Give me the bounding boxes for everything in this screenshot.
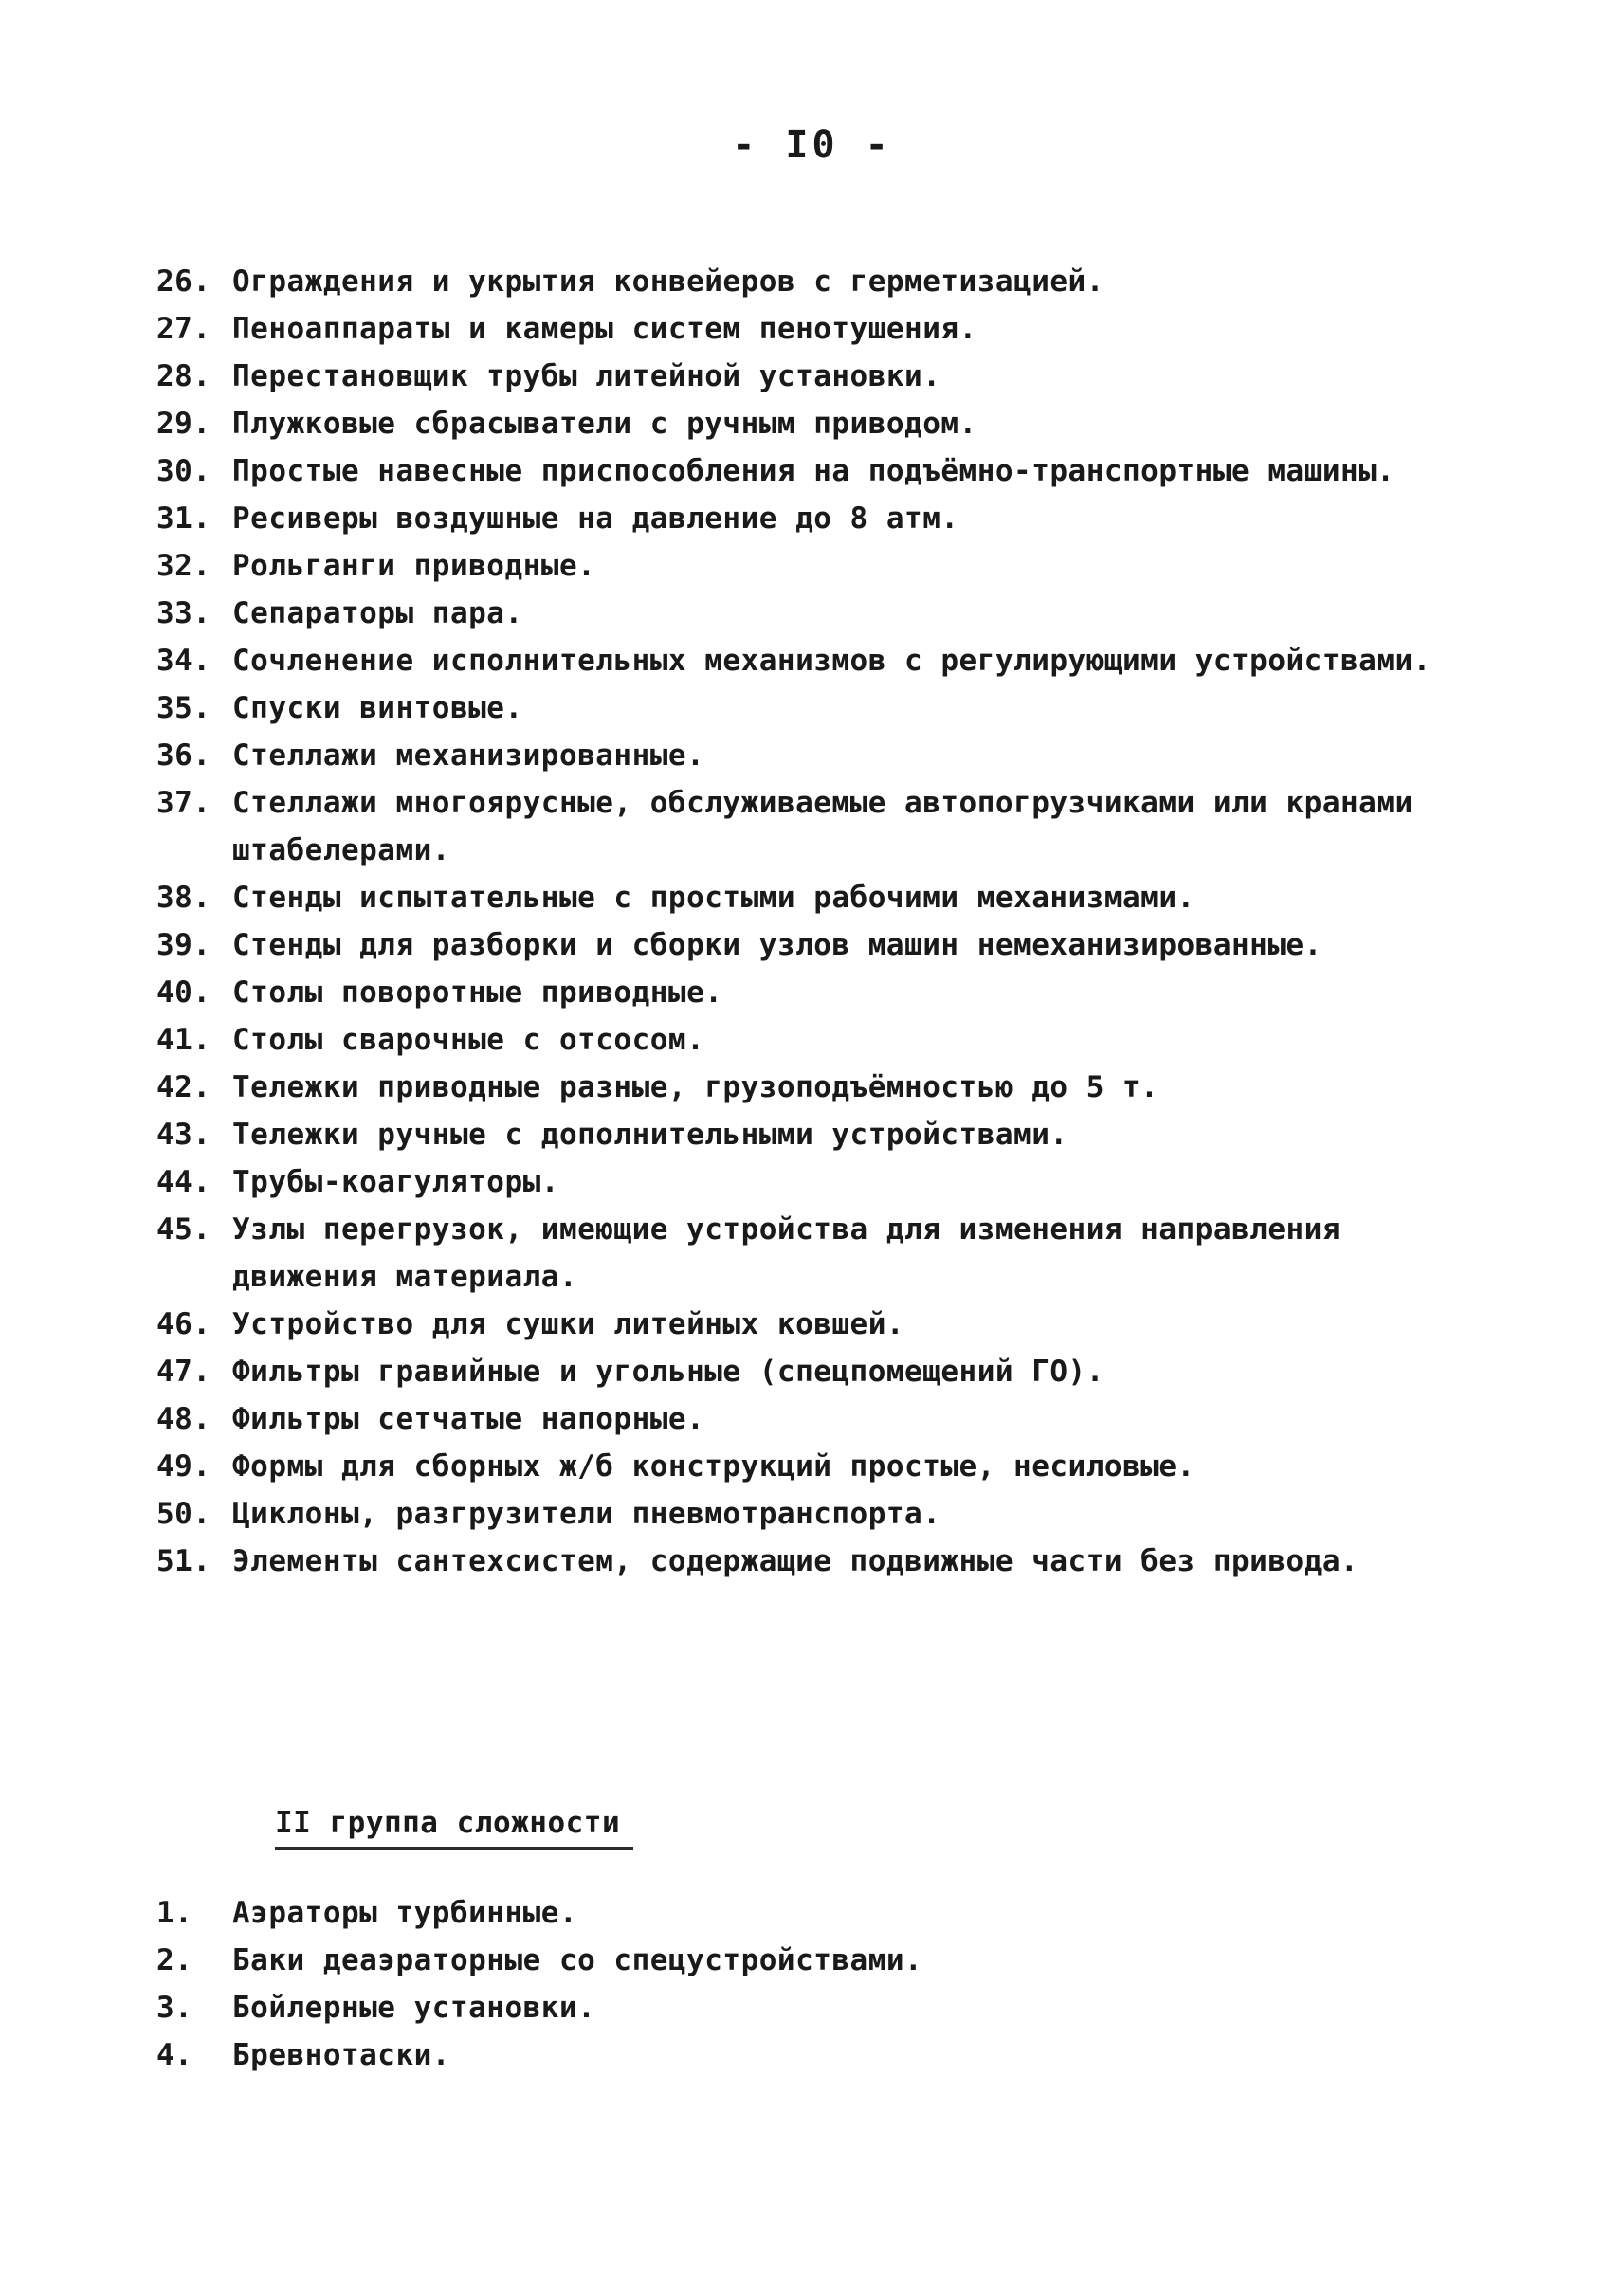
item-number: 35. [156, 691, 211, 725]
item-number: 1. [156, 1896, 193, 1930]
item-text: Бревнотаски. [232, 2038, 450, 2072]
item-text: Фильтры гравийные и угольные (спецпомещений ГО). [232, 1355, 1104, 1389]
list-item [156, 1889, 1503, 1937]
item-text: Столы поворотные приводные. [232, 975, 723, 1010]
item-number: 32. [156, 549, 211, 583]
list-item [156, 1490, 1503, 1538]
item-text: Сочленение исполнительных механизмов с регулирующими устройствами. [232, 644, 1432, 678]
item-text: Стенды для разборки и сборки узлов машин немеханизированные. [232, 928, 1323, 962]
list-item [156, 921, 1503, 969]
list-item [156, 969, 1503, 1016]
item-number: 29. [156, 407, 211, 441]
item-number: 49. [156, 1449, 211, 1484]
group-heading-underline [275, 1847, 633, 1850]
list-item [156, 1538, 1503, 1585]
item-number: 37. [156, 786, 211, 820]
item-text: Ресиверы воздушные на давление до 8 атм. [232, 501, 959, 536]
item-number: 41. [156, 1023, 211, 1057]
item-number: 27. [156, 312, 211, 346]
item-number: 28. [156, 359, 211, 393]
item-number: 2. [156, 1943, 193, 1977]
item-number: 50. [156, 1497, 211, 1531]
list-item [156, 874, 1503, 921]
item-text: Фильтры сетчатые напорные. [232, 1402, 705, 1436]
item-number: 51. [156, 1544, 211, 1578]
list-item [156, 1016, 1503, 1064]
list-item [156, 1937, 1503, 1984]
item-text: Стеллажи механизированные. [232, 738, 705, 773]
list-item [156, 684, 1503, 732]
list-item [156, 1064, 1503, 1111]
item-text: Пеноаппараты и камеры систем пенотушения. [232, 312, 977, 346]
item-number: 34. [156, 644, 211, 678]
equipment-list [156, 258, 1503, 1585]
list-item [156, 1395, 1503, 1443]
list-item [156, 1348, 1503, 1395]
list-item [156, 447, 1503, 495]
list-item [156, 258, 1503, 305]
item-number: 4. [156, 2038, 193, 2072]
list-item [156, 590, 1503, 637]
list-item [156, 1158, 1503, 1206]
item-text: Спуски винтовые. [232, 691, 523, 725]
item-number: 26. [156, 264, 211, 299]
item-number: 33. [156, 596, 211, 630]
item-text: Плужковые сбрасыватели с ручным приводом. [232, 407, 977, 441]
group-heading: II группа сложности [275, 1806, 621, 1840]
item-text: Баки деаэраторные со спецустройствами. [232, 1943, 923, 1977]
list-item [156, 1301, 1503, 1348]
list-item [156, 732, 1503, 779]
item-number: 31. [156, 501, 211, 536]
item-text: Ограждения и укрытия конвейеров с герметизацией. [232, 264, 1104, 299]
list-item [156, 400, 1503, 447]
item-text: Элементы сантехсистем, содержащие подвижные части без привода. [232, 1544, 1359, 1578]
item-text: Стеллажи многоярусные, обслуживаемые автопогрузчиками или кранами штабелерами. [232, 786, 1414, 867]
list-item [156, 1206, 1503, 1301]
item-text: Узлы перегрузок, имеющие устройства для изменения направления движения материала. [232, 1212, 1341, 1294]
item-text: Перестановщик трубы литейной установки. [232, 359, 941, 393]
item-text: Устройство для сушки литейных ковшей. [232, 1307, 905, 1341]
item-text: Сепараторы пара. [232, 596, 523, 630]
list-item [156, 1111, 1503, 1158]
list-item [156, 305, 1503, 353]
list-item [156, 353, 1503, 400]
item-number: 46. [156, 1307, 211, 1341]
item-number: 38. [156, 881, 211, 915]
item-text: Столы сварочные с отсосом. [232, 1023, 705, 1057]
item-text: Циклоны, разгрузители пневмотранспорта. [232, 1497, 941, 1531]
item-number: 45. [156, 1212, 211, 1247]
item-text: Простые навесные приспособления на подъёмно-транспортные машины. [232, 454, 1396, 488]
list-item [156, 2031, 1503, 2079]
item-number: 43. [156, 1118, 211, 1152]
item-text: Трубы-коагуляторы. [232, 1165, 559, 1199]
item-text: Формы для сборных ж/б конструкций простые, несиловые. [232, 1449, 1195, 1484]
item-number: 40. [156, 975, 211, 1010]
item-number: 47. [156, 1355, 211, 1389]
item-text: Аэраторы турбинные. [232, 1896, 578, 1930]
item-number: 36. [156, 738, 211, 773]
item-text: Рольганги приводные. [232, 549, 596, 583]
item-text: Тележки ручные с дополнительными устройствами. [232, 1118, 1068, 1152]
list-item [156, 1984, 1503, 2031]
group-equipment-list [156, 1889, 1503, 2079]
item-number: 39. [156, 928, 211, 962]
list-item [156, 779, 1503, 874]
list-item [156, 1443, 1503, 1490]
list-item [156, 495, 1503, 542]
item-number: 30. [156, 454, 211, 488]
list-item [156, 542, 1503, 590]
item-text: Тележки приводные разные, грузоподъёмностью до 5 т. [232, 1070, 1159, 1104]
item-number: 44. [156, 1165, 211, 1199]
page-number: - I0 - [732, 123, 892, 167]
item-number: 3. [156, 1991, 193, 2025]
item-text: Стенды испытательные с простыми рабочими механизмами. [232, 881, 1195, 915]
item-number: 48. [156, 1402, 211, 1436]
item-number: 42. [156, 1070, 211, 1104]
item-text: Бойлерные установки. [232, 1991, 596, 2025]
list-item [156, 637, 1503, 684]
